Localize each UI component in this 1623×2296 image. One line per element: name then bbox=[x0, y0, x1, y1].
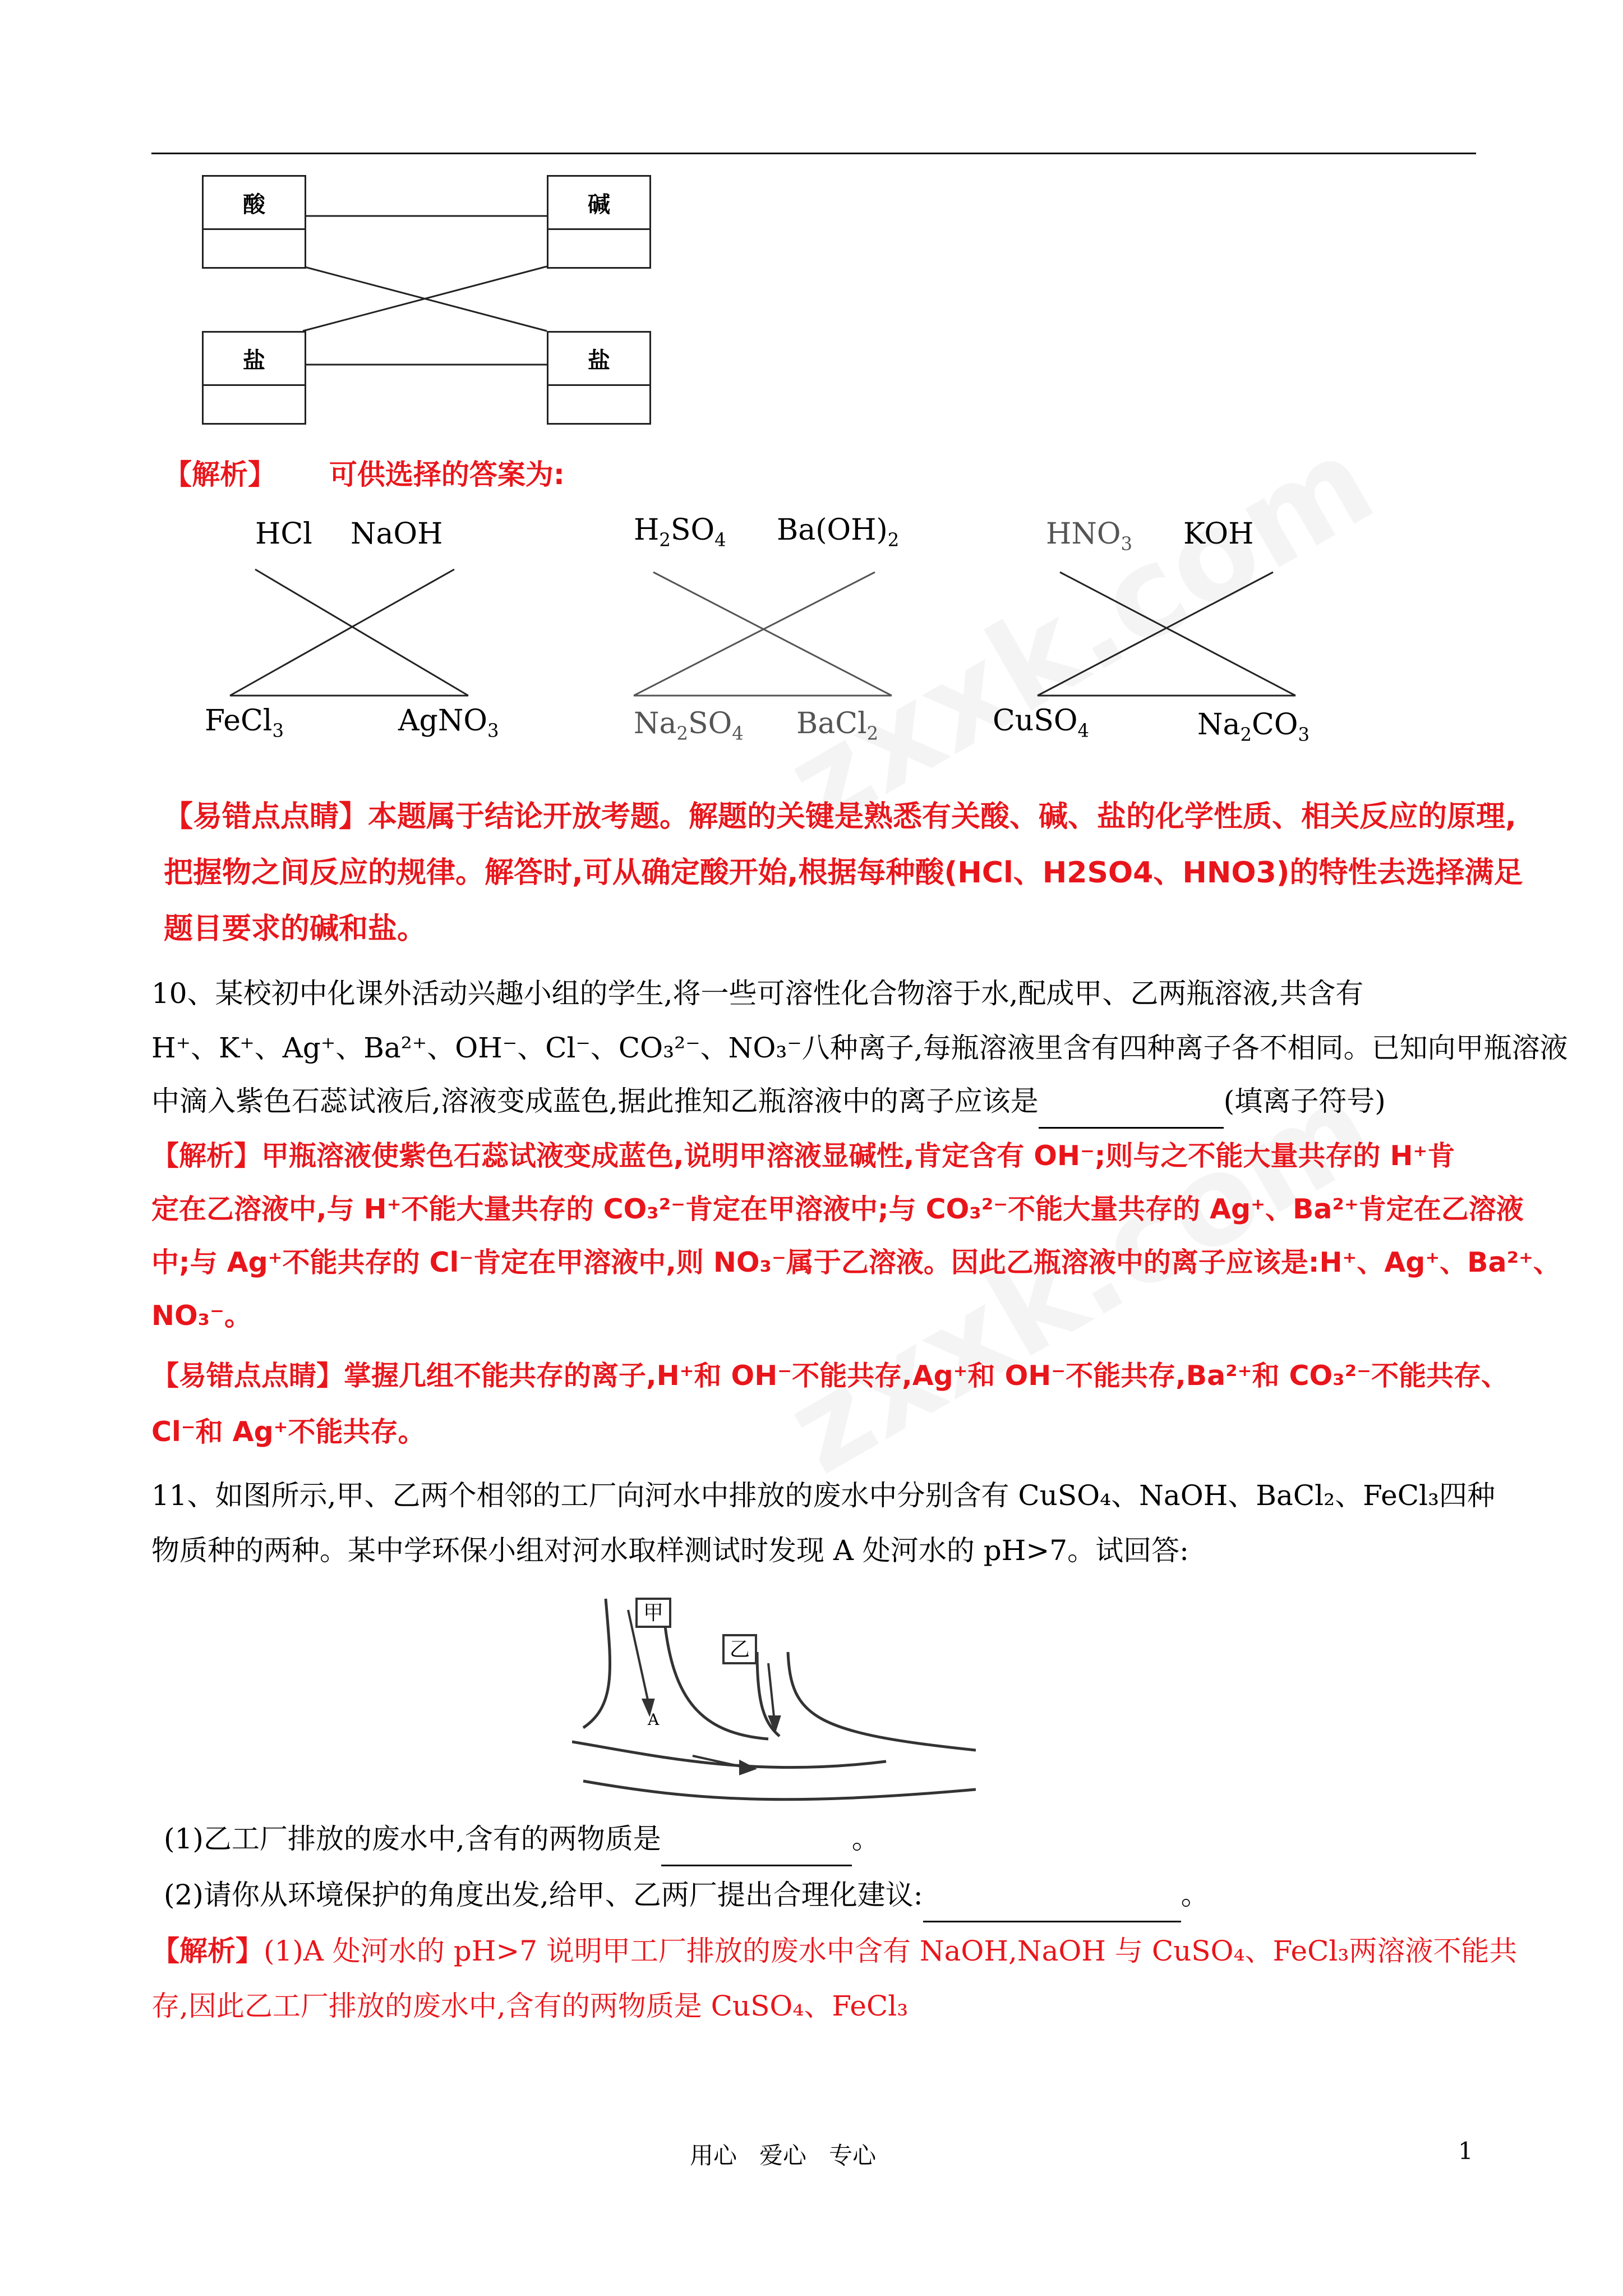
answer-blank[interactable] bbox=[1039, 1075, 1224, 1129]
set2-salt1: $Na_2SO_4$ bbox=[634, 707, 744, 744]
set1-acid: HCl bbox=[255, 517, 312, 551]
tip1-line2: 把握物之间反应的规律。解答时,可从确定酸开始,根据每种酸(HCl、H2SO4、HNO3)的特性去选择满足 bbox=[164, 856, 1523, 890]
q10-line3: 中滴入紫色石蕊试液后,溶液变成蓝色,据此推知乙瓶溶液中的离子应该是 (填离子符号) bbox=[151, 1075, 1386, 1129]
q11-sub2: (2)请你从环境保护的角度出发,给甲、乙两厂提出合理化建议: 。 bbox=[164, 1869, 1209, 1922]
q10-analysis-line1: 【解析】甲瓶溶液使紫色石蕊试液变成蓝色,说明甲溶液显碱性,肯定含有 OH⁻;则与之不能大量共存的 H⁺肯 bbox=[151, 1140, 1455, 1172]
salt-box-left-label: 盐 bbox=[204, 333, 305, 386]
q10-line1: 10、某校初中化课外活动兴趣小组的学生,将一些可溶性化合物溶于水,配成甲、乙两瓶溶液,共含有 bbox=[151, 977, 1364, 1010]
tip2-line1: 【易错点点睛】掌握几组不能共存的离子,H⁺和 OH⁻不能共存,Ag⁺和 OH⁻不能共存,Ba²⁺和 CO₃²⁻不能共存、 bbox=[151, 1360, 1509, 1392]
q11-analysis-line1: 【解析】(1)A 处河水的 pH>7 说明甲工厂排放的废水中含有 NaOH,NaOH 与 CuSO₄、FeCl₃两溶液不能共 bbox=[151, 1935, 1518, 1967]
q11-line2: 物质种的两种。某中学环保小组对河水取样测试时发现 A 处河水的 pH>7。试回答: bbox=[151, 1534, 1189, 1567]
footer-motto: 用心 爱心 专心 bbox=[690, 2142, 877, 2169]
tip1-line3: 题目要求的碱和盐。 bbox=[164, 912, 427, 946]
q10-line2: H⁺、K⁺、Ag⁺、Ba²⁺、OH⁻、Cl⁻、CO₃²⁻、NO₃⁻八种离子,每瓶溶液里含有四种离子各不相同。已知向甲瓶溶液 bbox=[151, 1032, 1568, 1064]
tip1-line1: 【易错点点睛】本题属于结论开放考题。解题的关键是熟悉有关酸、碱、盐的化学性质、相关反应的原理, bbox=[164, 800, 1516, 834]
analysis-tag: 【解析】 bbox=[164, 458, 276, 491]
point-a-label: A bbox=[648, 1710, 660, 1729]
acid-box-label: 酸 bbox=[204, 177, 305, 230]
q11-analysis-line2: 存,因此乙工厂排放的废水中,含有的两物质是 CuSO₄、FeCl₃ bbox=[151, 1990, 909, 2022]
tip2-line2: Cl⁻和 Ag⁺不能共存。 bbox=[151, 1416, 426, 1448]
factory-jia-label: 甲 bbox=[643, 1602, 664, 1625]
set2-acid: $H_2SO_4$ bbox=[634, 513, 726, 551]
q11-sub1: (1)乙工厂排放的废水中,含有的两物质是 。 bbox=[164, 1813, 880, 1866]
set3-salt2: $Na_2CO_3$ bbox=[1197, 708, 1310, 746]
q10-analysis-line4: NO₃⁻。 bbox=[151, 1300, 252, 1332]
answer-blank[interactable] bbox=[661, 1813, 852, 1866]
page-number: 1 bbox=[1458, 2137, 1473, 2165]
q10-analysis-line2: 定在乙溶液中,与 H⁺不能大量共存的 CO₃²⁻肯定在甲溶液中;与 CO₃²⁻不能大量共存的 Ag⁺、Ba²⁺肯定在乙溶液 bbox=[151, 1193, 1524, 1225]
factory-yi-label: 乙 bbox=[729, 1638, 750, 1661]
set3-acid: $HNO_3$ bbox=[1046, 517, 1132, 555]
set1-salt1: FeCl$_3$ bbox=[205, 704, 284, 742]
q10-analysis-line3: 中;与 Ag⁺不能共存的 Cl⁻肯定在甲溶液中,则 NO₃⁻属于乙溶液。因此乙瓶溶液中的离子应该是:H⁺、Ag⁺、Ba²⁺、 bbox=[151, 1246, 1561, 1278]
river-figure bbox=[572, 1588, 976, 1818]
set3-salt1: CuSO$_4$ bbox=[993, 704, 1090, 742]
set1-base: NaOH bbox=[351, 517, 443, 551]
set1-salt2: AgNO$_3$ bbox=[398, 704, 499, 742]
analysis-text: 可供选择的答案为: bbox=[329, 458, 565, 491]
base-box-label: 碱 bbox=[548, 177, 649, 230]
q11-line1: 11、如图所示,甲、乙两个相邻的工厂向河水中排放的废水中分别含有 CuSO₄、NaOH、BaCl₂、FeCl₃四种 bbox=[151, 1479, 1495, 1512]
answer-blank[interactable] bbox=[923, 1869, 1181, 1922]
set2-salt2: BaCl$_2$ bbox=[796, 707, 879, 744]
answer-sets-lines bbox=[0, 0, 1346, 729]
set2-base: $Ba(OH)_2$ bbox=[777, 513, 900, 551]
salt-box-right-label: 盐 bbox=[548, 333, 649, 386]
set3-base: KOH bbox=[1183, 517, 1254, 551]
